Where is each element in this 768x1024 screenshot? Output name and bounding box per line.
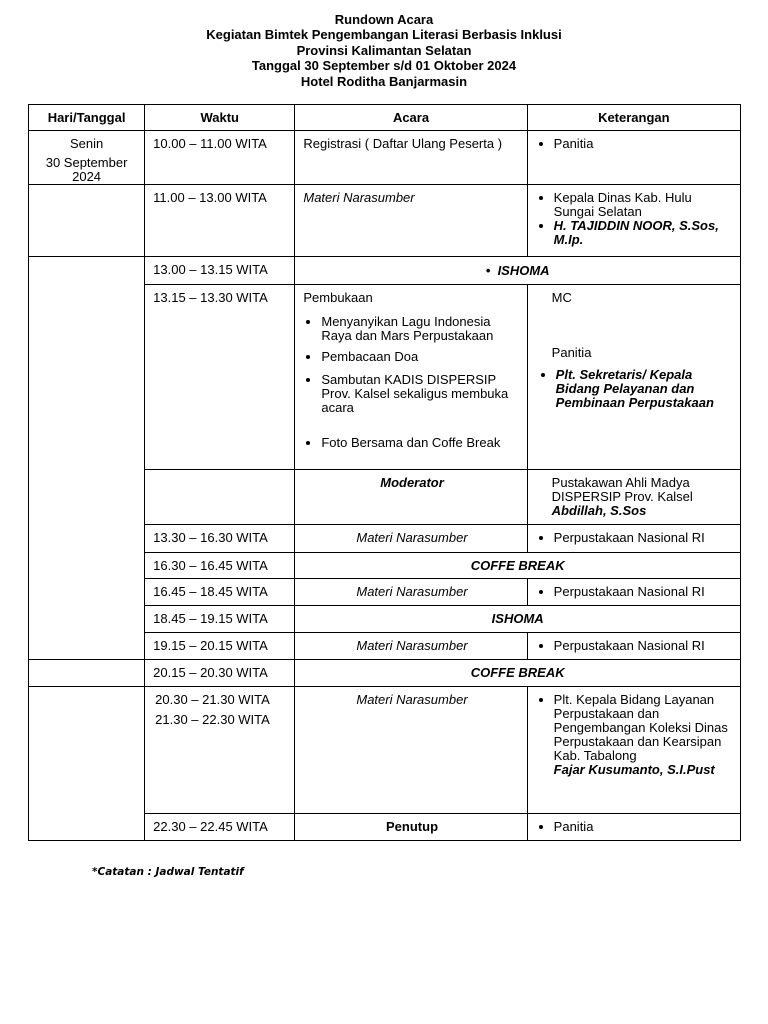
break-cell: COFFE BREAK [295,660,741,687]
time-cell: 13.15 – 13.30 WITA [145,285,295,470]
agenda-item: • Foto Bersama dan Coffe Break [321,436,520,450]
day-cell [29,687,145,841]
day-label: Senin [69,136,104,151]
time-cell [145,470,295,525]
note-item: • Panitia [554,820,734,834]
note-cell [527,579,740,606]
time-cell: 19.15 – 20.15 WITA [145,633,295,660]
speaker-name: • H. TAJIDDIN NOOR, S.Sos, M.Ip. [554,219,734,247]
note-cell [527,525,740,553]
event-cell: Penutup [295,814,527,841]
note-item: • Kepala Dinas Kab. Hulu Sungai Selatan [554,191,734,219]
footnote: *Catatan : Jadwal Tentatif [92,866,244,878]
header-event: Kegiatan Bimtek Pengembangan Literasi Berbasis Inklusi [206,27,562,43]
time-cell: 11.00 – 13.00 WITA [145,185,295,257]
note-mc: MC [551,290,572,305]
col-header-day: Hari/Tanggal [29,105,145,131]
table-row [29,185,741,257]
note-cell [527,285,740,470]
note-item: • Perpustakaan Nasional RI [554,585,734,599]
speaker-name: Fajar Kusumanto, S.I.Pust [553,762,715,777]
speaker-role: Plt. Kepala Bidang Layanan Perpustakaan dan Pengembangan Koleksi Dinas Perpustakaan dan Kearsipan Kab. Tabalong [553,692,728,763]
event-cell: Materi Narasumber [295,525,527,553]
time-cell: 13.30 – 16.30 WITA [145,525,295,553]
header-venue: Hotel Roditha Banjarmasin [300,73,468,89]
rundown-table [28,104,741,841]
event-title: Pembukaan [303,290,373,305]
time-slot: 21.30 – 22.30 WITA [155,712,270,727]
note-item: • Perpustakaan Nasional RI [554,531,734,545]
col-header-event: Acara [295,105,527,131]
time-cell: 18.45 – 19.15 WITA [145,606,295,633]
break-cell: ISHOMA [295,606,741,633]
time-cell: 16.45 – 18.45 WITA [145,579,295,606]
note-cell [527,633,740,660]
event-cell: Materi Narasumber [295,687,527,814]
header-date: Tanggal 30 September s/d 01 Oktober 2024 [251,58,517,74]
event-cell: Moderator [295,470,527,525]
day-cell [29,257,145,660]
note-item: • Perpustakaan Nasional RI [554,639,734,653]
note-official: • Plt. Sekretaris/ Kepala Bidang Pelayanan dan Pembinaan Perpustakaan [556,368,734,410]
note-cell [527,687,740,814]
note-cell [527,131,740,185]
agenda-item: • Menyanyikan Lagu Indonesia Raya dan Mars Perpustakaan [321,315,520,343]
table-header-row [29,105,741,131]
note-item: • Panitia [554,137,734,151]
header-province: Provinsi Kalimantan Selatan [296,42,472,58]
time-cell: 13.00 – 13.15 WITA [145,257,295,285]
break-label: ISHOMA [497,262,550,278]
event-cell: Materi Narasumber [295,579,527,606]
break-cell [295,257,741,285]
time-cell: 16.30 – 16.45 WITA [145,553,295,579]
event-cell: Materi Narasumber [295,633,527,660]
agenda-item: • Pembacaan Doa [321,350,520,364]
time-cell [145,687,295,814]
note-cell [527,814,740,841]
note-cell [527,470,740,525]
col-header-time: Waktu [145,105,295,131]
date-label: 30 September 2024 [45,155,128,184]
table-row [29,660,741,687]
time-slot: 20.30 – 21.30 WITA [155,692,270,707]
note-item [554,693,734,777]
time-cell: 20.15 – 20.30 WITA [145,660,295,687]
time-cell: 22.30 – 22.45 WITA [145,814,295,841]
note-cell [527,185,740,257]
event-cell: Registrasi ( Daftar Ulang Peserta ) [295,131,527,185]
event-cell: Materi Narasumber [295,185,527,257]
event-cell [295,285,527,470]
table-row [29,131,741,185]
bullet-icon: • [485,262,498,278]
day-cell [29,185,145,257]
day-cell [29,660,145,687]
table-row [29,257,741,285]
time-cell: 10.00 – 11.00 WITA [145,131,295,185]
document-header [0,12,768,89]
header-title: Rundown Acara [334,12,434,27]
moderator-name: Abdillah, S.Sos [551,503,647,518]
note-panitia: Panitia [551,345,592,360]
col-header-note: Keterangan [527,105,740,131]
moderator-role: Pustakawan Ahli Madya DISPERSIP Prov. Kalsel [551,475,693,504]
day-cell [29,131,145,185]
agenda-item: • Sambutan KADIS DISPERSIP Prov. Kalsel sekaligus membuka acara [321,373,520,415]
table-row [29,687,741,814]
break-cell: COFFE BREAK [295,553,741,579]
